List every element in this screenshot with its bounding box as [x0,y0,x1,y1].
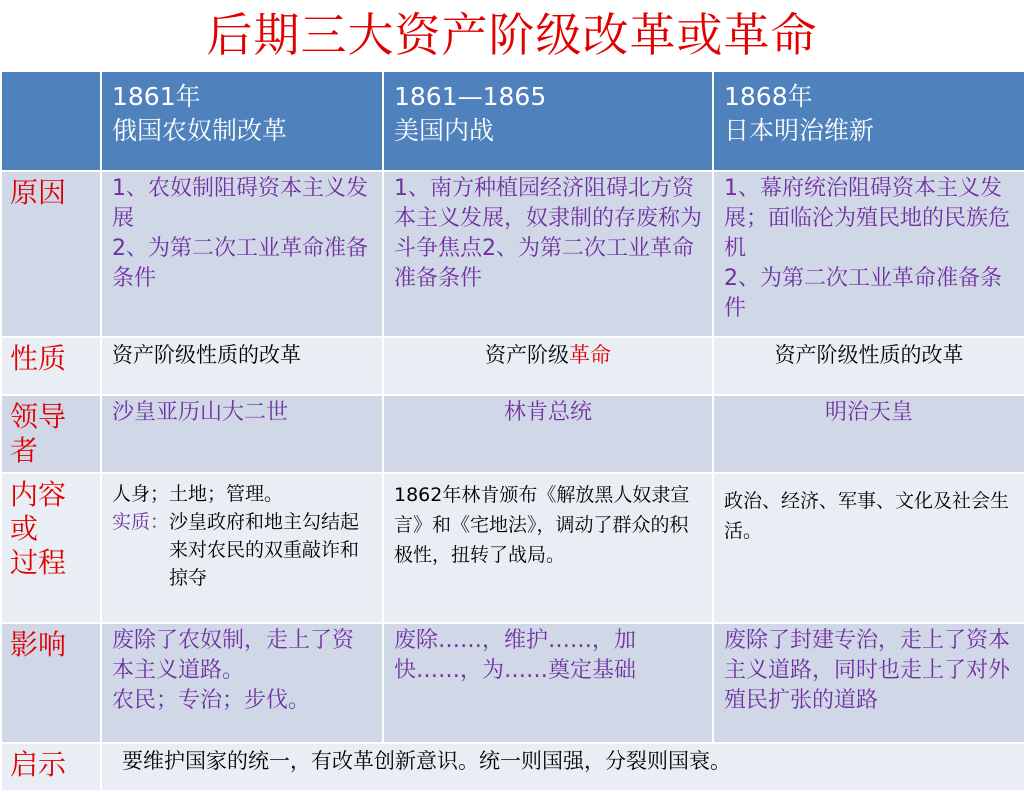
leader-usa: 林肯总统 [383,395,713,473]
leader-label: 领导者 [1,395,101,473]
nature-usa [383,337,713,395]
content-russia-essence [112,508,372,592]
header-usa-name: 美国内战 [394,116,495,145]
content-usa: 1862年林肯颁布《解放黑人奴隶宣言》和《宅地法》，调动了群众的积极性，扭转了战局。 [383,473,713,623]
cause-russia-point-2: 2、为第二次工业革命准备条件 [112,236,368,291]
leader-row [1,395,1024,473]
cause-row [1,171,1024,337]
impact-russia [101,623,383,743]
page-title: 后期三大资产阶级改革或革命 [206,8,818,62]
impact-japan: 废除了封建专治，走上了资本主义道路，同时也走上了对外殖民扩张的道路 [713,623,1024,743]
nature-label: 性质 [1,337,101,395]
impact-row [1,623,1024,743]
impact-usa: 废除……，维护……，加快……，为……奠定基础 [383,623,713,743]
cause-label: 原因 [1,171,101,337]
insight-text: 要维护国家的统一，有改革创新意识。统一则国强，分裂则国衰。 [101,743,1024,791]
header-corner [1,71,101,171]
cause-usa-text: 1、南方种植园经济阻碍北方资本主义发展，奴隶制的存废称为斗争焦点2、为第二次工业革命准备条件 [394,176,703,291]
content-japan: 政治、经济、军事、文化及社会生活。 [713,473,1024,623]
nature-usa-prefix: 资产阶级 [485,343,569,367]
nature-row [1,337,1024,395]
content-russia [101,473,383,623]
nature-russia: 资产阶级性质的改革 [101,337,383,395]
content-label-line-2: 或 [10,512,39,545]
cause-russia [101,171,383,337]
impact-russia-line-2: 农民；专治；步伐。 [112,688,311,713]
leader-russia: 沙皇亚历山大二世 [101,395,383,473]
cause-russia-point-1: 1、农奴制阻碍资本主义发展 [112,176,368,231]
cause-japan [713,171,1024,337]
header-russia-name: 俄国农奴制改革 [112,116,288,145]
content-row [1,473,1024,623]
comparison-table [0,70,1024,792]
header-russia [101,71,383,171]
header-usa [383,71,713,171]
cause-usa [383,171,713,337]
header-usa-year: 1861—1865 [394,82,547,111]
content-russia-line-1: 人身；土地；管理。 [112,483,284,505]
nature-usa-highlight: 革命 [569,343,611,367]
impact-russia-line-1: 废除了农奴制，走上了资本主义道路。 [112,628,355,683]
content-label [1,473,101,623]
content-russia-essence-text: 沙皇政府和地主勾结起来对农民的双重敲诈和掠夺 [169,511,360,589]
content-russia-essence-label: 实质： [112,511,170,533]
header-japan [713,71,1024,171]
header-japan-year: 1868年 [724,82,813,111]
header-row [1,71,1024,171]
impact-label: 影响 [1,623,101,743]
content-label-line-1: 内容 [10,478,67,511]
insight-row [1,743,1024,791]
content-label-line-3: 过程 [10,546,67,579]
cause-japan-point-2: 2、为第二次工业革命准备条件 [724,266,1002,321]
insight-label: 启示 [1,743,101,791]
cause-japan-point-1: 1、幕府统治阻碍资本主义发展；面临沦为殖民地的民族危机 [724,176,1011,261]
leader-japan: 明治天皇 [713,395,1024,473]
nature-japan: 资产阶级性质的改革 [713,337,1024,395]
header-russia-year: 1861年 [112,82,201,111]
header-japan-name: 日本明治维新 [724,116,875,145]
